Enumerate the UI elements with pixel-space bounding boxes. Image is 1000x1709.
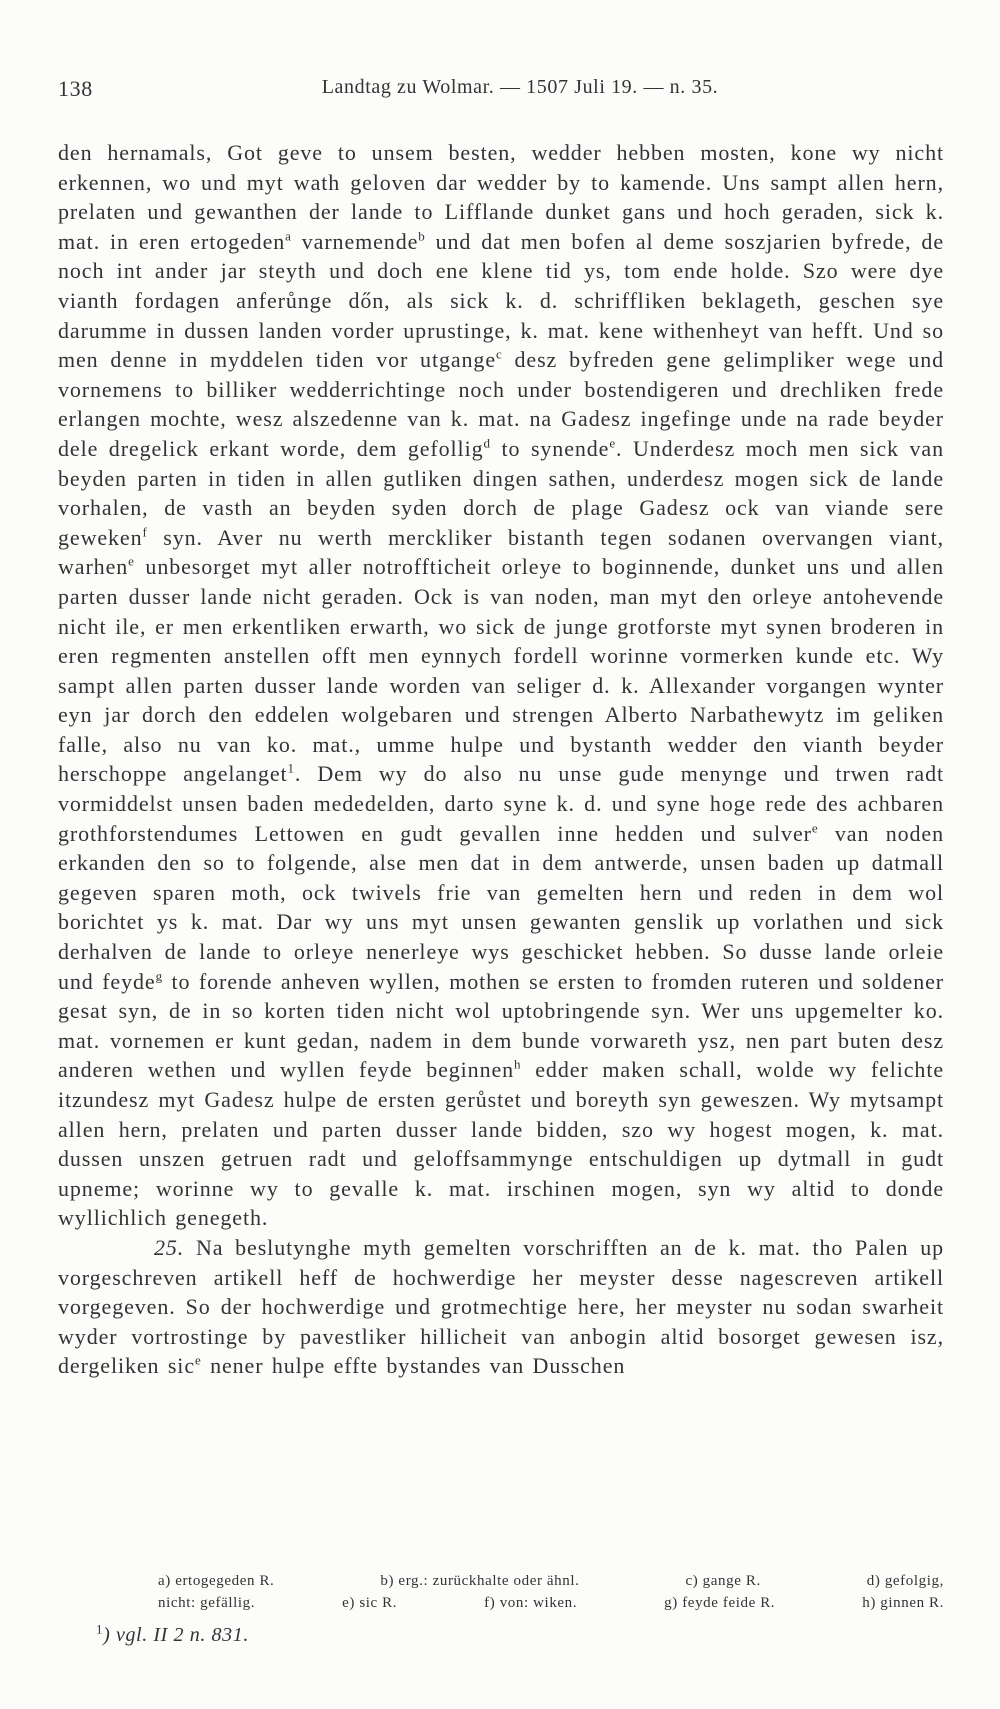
critical-apparatus [58, 1570, 944, 1614]
footnote [96, 1621, 249, 1647]
apparatus-note: c) gange R. [685, 1573, 761, 1589]
note-marker: c [496, 346, 503, 362]
page-number: 138 [58, 76, 93, 101]
note-marker: d [483, 435, 491, 451]
note-marker: e [811, 820, 819, 836]
footnote-text: ) vgl. II 2 n. 831. [103, 1624, 249, 1646]
note-marker: b [418, 228, 426, 244]
paragraph-2: 25. Na beslutynghe myth gemelten vorschrifften an de k. mat. tho Palen up vorgeschreven artikell heff de hochwerdige her meyster desse nagescreven artikell vorgegeven. So der hochwerdige und grotmechtige here, her meyster nu sodan swarheit wyder vortrostinge by pavestliker hillicheit van anbogin altid bosorget gewesen isz, dergeliken sic$^e$ nener hulpe effte bystandes van Dusschen [58, 1234, 944, 1379]
note-marker: e [195, 1353, 202, 1369]
running-head: Landtag zu Wolmar. — 1507 Juli 19. — n. 35. [321, 76, 719, 98]
note-marker: f [142, 524, 148, 540]
apparatus-note: a) ertogegeden R. [158, 1573, 275, 1589]
note-marker: a [285, 228, 292, 244]
apparatus-row [58, 1570, 944, 1592]
section-number: 25. [154, 1234, 185, 1260]
apparatus-row [58, 1592, 944, 1614]
paragraph-1: den hernamals, Got geve to unsem besten, wedder hebben mosten, kone wy nicht erkennen, wo und myt wath geloven dar wedder by to kamende. Uns sampt allen hern, prelaten und gewanthen der lande to Lifflande dunket gans und hoch geraden, sick k. mat. in eren ertogeden$^a$ varnemende$^b$ und dat men bofen al deme soszjarien byfrede, de noch int ander jar steyth und doch ene klene tid ys, tom ende holde. Szo were dye vianth fordagen anferůnge dőn, als sick k. d. schriffliken beklageth, geschen sye darumme in dussen landen vorder uprustinge, k. mat. kene withenheyt van hefft. Und so men denne in myddelen tiden vor utgange$^c$ desz byfreden gene gelimpliker wege und vornemens to billiker wedderrichtinge noch under bostendigeren und drechliken frede erlangen mochte, wesz alszedenne van k. mat. na Gadesz ingefinge unde na rade beyder dele dregelick erkant worde, dem gefollig$^d$ to synende$^e$. Underdesz moch men sick van beyden parten in tiden in allen gutliken dingen sathen, underdesz mogen sick de lande vorhalen, de vasth an beyden syden dorch de plage Gadesz ock van viande sere geweken$^f$ syn. Aver nu werth merckliker bistanth tegen sodanen overvangen viant, warhen$^e$ unbesorget myt aller notroffticheit orleye to boginnende, dunket uns und allen parten dusser lande nicht geraden. Ock is van noden, man myt den orleye antohevende nicht ile, er men erkentliken erwarth, wo sick de junge grotforste myt synen broderen in eren regmenten anstellen offt men eynnych fordell worinne vormerken kunde etc. Wy sampt allen parten dusser lande worden van seliger d. k. Allexander vorgangen wynter eyn jar dorch den eddelen wolgebaren und strengen Alberto Narbathewytz im geliken falle, also nu van ko. mat., umme hulpe und bystanth wedder den vianth beyder herschoppe angelanget$^1$. Dem wy do also nu unse gude menynge und trwen radt vormiddelst unsen baden mededelden, darto syne k. d. und syne hoge rede des achbaren grothforstendumes Lettowen en gudt gevallen inne hedden und sulver$^e$ van noden erkanden den so to folgende, alse men dat in dem antwerde, unsen baden up datmall gegeven sparen moth, ock twivels frie van gemelten hern und reden in dem wol borichtet ys k. mat. Dar wy uns myt unsen gewanten genslik up vorlathen und sick derhalven de lande to orleye nenerleye wys geschicket hebben. So dusse lande orleie und feyde$^g$ to forende anheven wyllen, mothen se ersten to fromden ruteren und soldener gesat syn, de in so korten tiden nicht wol uptobringende syn. Wer uns upgemelter ko. mat. vornemen er kunt gedan, nadem in dem bunde vorwareth ysz, nen part buten desz anderen wethen und wyllen feyde beginnen$^h$ edder maken schall, wolde wy felichte itzundesz myt Gadesz hulpe de ersten gerůstet und boreyth syn geweszen. Wy mytsampt allen hern, prelaten und parten dusser lande bidden, szo wy hogest mogen, k. mat. dussen unszen getruen radt und geloffsammynge entschuldigen up dytmall in gudt upneme; worinne wy to gevalle k. mat. irschinen mogen, syn wy altid to donde wyllichlich genegeth. [58, 140, 945, 1231]
apparatus-note: b) erg.: zurückhalte oder ähnl. [380, 1573, 580, 1589]
note-marker: e [128, 553, 135, 569]
apparatus-note: d) gefolgig, [866, 1573, 944, 1589]
page-header [58, 76, 942, 104]
footnote-marker: 1 [287, 761, 295, 777]
apparatus-note: f) von: wiken. [484, 1595, 578, 1611]
note-marker: g [155, 968, 163, 984]
apparatus-note: nicht: gefällig. [158, 1595, 256, 1611]
footnote-number: 1 [96, 1621, 104, 1637]
apparatus-note: g) feyde feide R. [664, 1595, 776, 1611]
body-text [58, 138, 944, 1381]
note-marker: e [609, 435, 617, 451]
apparatus-note: e) sic R. [342, 1595, 398, 1611]
note-marker: h [514, 1057, 522, 1073]
apparatus-note: h) ginnen R. [862, 1595, 944, 1611]
